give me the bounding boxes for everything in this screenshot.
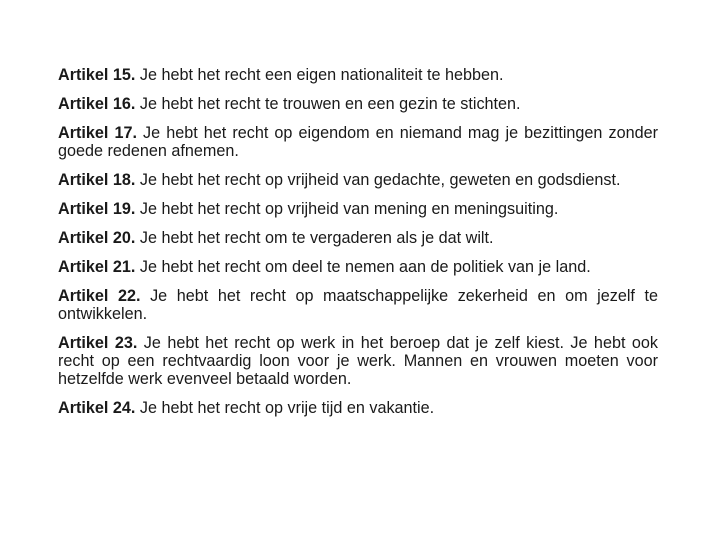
article-number: Artikel 24. [58,399,136,417]
article-24 [58,399,658,417]
article-text: Je hebt het recht op maatschappelijke zekerheid en om jezelf te ontwikkelen. [58,287,658,323]
article-list [58,66,658,428]
article-text: Je hebt het recht op vrijheid van gedachte, geweten en godsdienst. [139,171,621,189]
article-16 [58,95,658,113]
article-number: Artikel 16. [58,95,136,113]
article-text: Je hebt het recht op werk in het beroep dat je zelf kiest. Je hebt ook recht op een rechtvaardig loon voor je werk. Mannen en vrouwen moeten voor hetzelfde werk evenveel betaald worden. [58,334,658,388]
article-22 [58,287,658,323]
article-text: Je hebt het recht een eigen nationaliteit te hebben. [139,66,504,84]
article-text: Je hebt het recht te trouwen en een gezin te stichten. [139,95,521,113]
article-number: Artikel 18. [58,171,136,189]
article-17 [58,124,658,160]
article-text: Je hebt het recht om deel te nemen aan de politiek van je land. [139,258,591,276]
article-15 [58,66,658,84]
article-19 [58,200,658,218]
article-number: Artikel 20. [58,229,136,247]
article-text: Je hebt het recht op eigendom en niemand mag je bezittingen zonder goede redenen afnemen. [58,124,659,160]
article-number: Artikel 21. [58,258,136,276]
article-20 [58,229,658,247]
article-number: Artikel 19. [58,200,136,218]
article-text: Je hebt het recht op vrije tijd en vakantie. [139,399,435,417]
article-number: Artikel 15. [58,66,136,84]
article-number: Artikel 17. [58,124,137,142]
article-number: Artikel 22. [58,287,141,305]
article-text: Je hebt het recht op vrijheid van mening en meningsuiting. [139,200,559,218]
article-23 [58,334,658,388]
article-number: Artikel 23. [58,334,138,352]
article-21 [58,258,658,276]
article-18 [58,171,658,189]
article-text: Je hebt het recht om te vergaderen als je dat wilt. [139,229,494,247]
